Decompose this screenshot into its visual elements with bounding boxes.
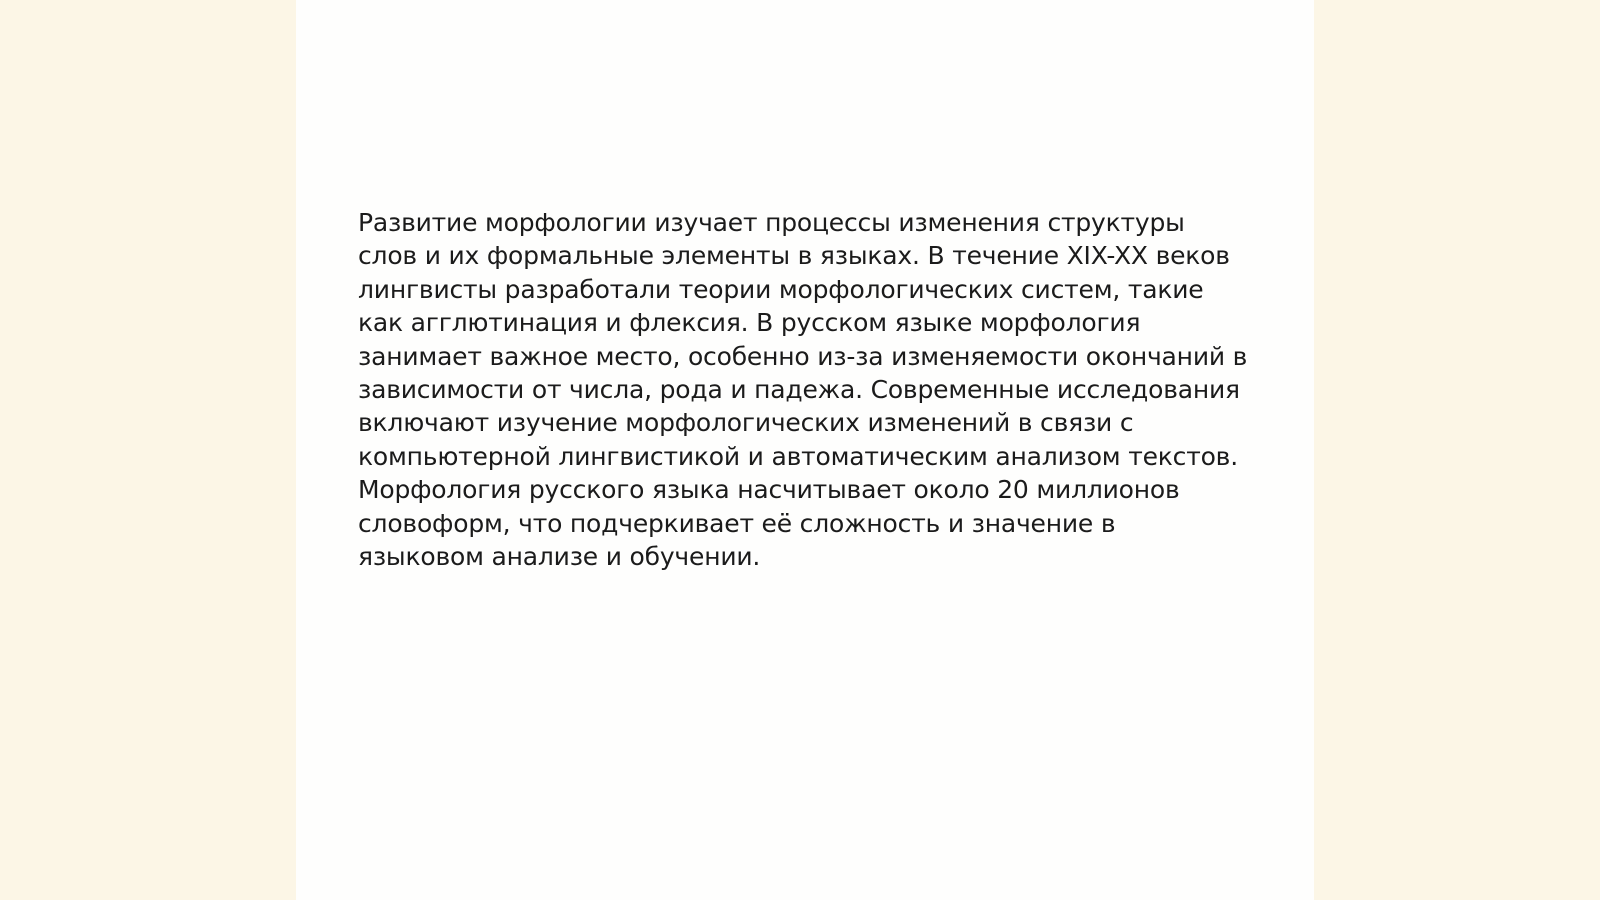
document-paragraph: Развитие морфологии изучает процессы изменения структуры слов и их формальные элементы в языках. В течение XIX-XX веков лингвисты разработали теории морфологических систем, такие как агглютинация и флексия. В русском языке морфология занимает важное место, особенно из-за изменяемости окончаний в зависимости от числа, рода и падежа. Современные исследования включают изучение морфологических изменений в связи с компьютерной лингвистикой и автоматическим анализом текстов. Морфология русского языка насчитывает около 20 миллионов словоформ, что подчеркивает её сложность и значение в языковом анализе и обучении. xyxy=(358,208,1248,572)
right-margin-panel xyxy=(1314,0,1600,900)
document-page xyxy=(296,0,1314,900)
left-margin-panel xyxy=(0,0,296,900)
